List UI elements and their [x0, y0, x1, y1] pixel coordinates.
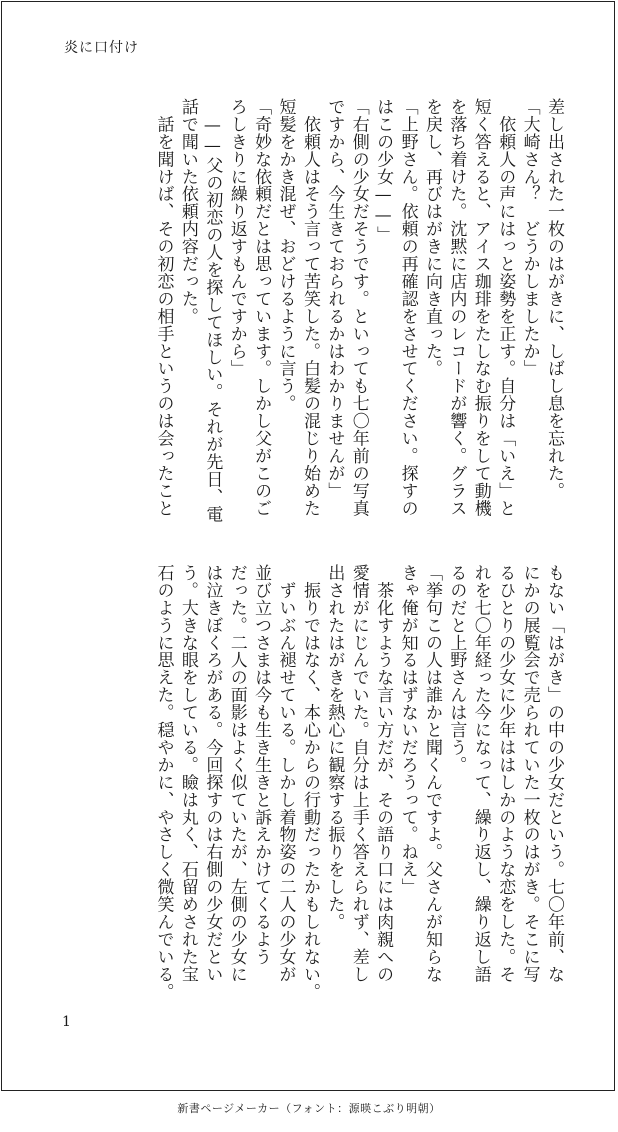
text-line: 依頼人はそう言って苦笑した。白髪の混じり始めた: [299, 98, 320, 517]
text-line: 依頼人の声にはっと姿勢を正す。自分は「いえ」と: [495, 98, 516, 517]
running-header-title: 炎に口付け: [64, 40, 139, 56]
text-line: 話で聞いた依頼内容だった。: [177, 98, 198, 325]
text-line: 「挙句この人は誰かと聞くんですよ。父さんが知らな: [421, 564, 442, 983]
page-number: 1: [62, 1014, 71, 1030]
text-line: もない「はがき」の中の少女だという。七〇年前、な: [544, 564, 564, 983]
text-line: 話を聞けば、その初恋の相手というのは会ったこと: [153, 98, 174, 517]
text-line: にかの展覧会で売られていた一枚のはがき。そこに写: [519, 564, 540, 983]
text-line: きゃ俺が知るはずないだろうって。ねえ」: [397, 564, 418, 896]
book-page: [1, 1, 615, 1091]
text-line: ろしきりに繰り返すもんですから」: [226, 98, 247, 378]
text-line: 石のように思えた。穏やかに、やさしく微笑んでいる。: [153, 564, 174, 1001]
text-line: 茶化すような言い方だが、その語り口には肉親への: [373, 564, 394, 983]
text-line: 「上野さん。依頼の再確認をさせてください。探すの: [397, 98, 418, 517]
text-line: 「右側の少女だそうです。といっても七〇年前の写真: [348, 98, 369, 517]
text-line: 短髪をかき混ぜ、おどけるように言う。: [275, 98, 296, 413]
text-line: るのだと上野さんは言う。: [446, 564, 467, 774]
text-line: 短く答えると、アイス珈琲をたしなむ振りをして動機: [470, 98, 491, 517]
footer-credit: 新書ページメーカー（フォント：源暎こぶり明朝）: [177, 1102, 441, 1115]
text-line: を落ち着けた。沈黙に店内のレコードが響く。グラス: [446, 98, 467, 517]
text-line: 出されたはがきを熱心に観察する振りをした。: [324, 564, 345, 931]
text-line: れを七〇年経った今になって、繰り返し、繰り返し語: [470, 564, 491, 983]
text-line: 振りではなく、本心からの行動だったかもしれない。: [299, 564, 320, 1001]
text-line: 差し出された一枚のはがきに、しばし息を忘れた。: [544, 98, 564, 500]
text-line: を戻し、再びはがきに向き直った。: [421, 98, 442, 378]
text-line: 愛情がにじんでいた。自分は上手く答えられず、差し: [348, 564, 369, 983]
text-line: ずいぶん褪せている。しかし着物姿の二人の少女が: [275, 564, 296, 983]
upper-text-block: [151, 98, 566, 534]
text-line: 「奇妙な依頼だとは思っています。しかし父がこのご: [251, 98, 272, 517]
lower-text-block: [151, 564, 566, 1000]
text-line: 「大崎さん？ どうかしましたか」: [519, 98, 540, 378]
text-line: るひとりの少女に少年ははしかのような恋をした。そ: [495, 564, 516, 983]
text-line: はこの少女——」: [373, 98, 394, 244]
text-line: だった。二人の面影はよく似ていたが、左側の少女に: [226, 564, 247, 983]
text-line: ですから、今生きておられるかはわかりませんが」: [324, 98, 345, 500]
text-line: 並び立つさまは今も生き生きと訴えかけてくるよう: [251, 564, 272, 966]
text-line: う。大きな眼をしている。瞼は丸く、石留めされた宝: [177, 564, 198, 983]
text-line: ——父の初恋の人を探してほしい。それが先日、電: [202, 98, 223, 523]
text-line: は泣きぼくろがある。今回探すのは右側の少女だとい: [202, 564, 223, 983]
